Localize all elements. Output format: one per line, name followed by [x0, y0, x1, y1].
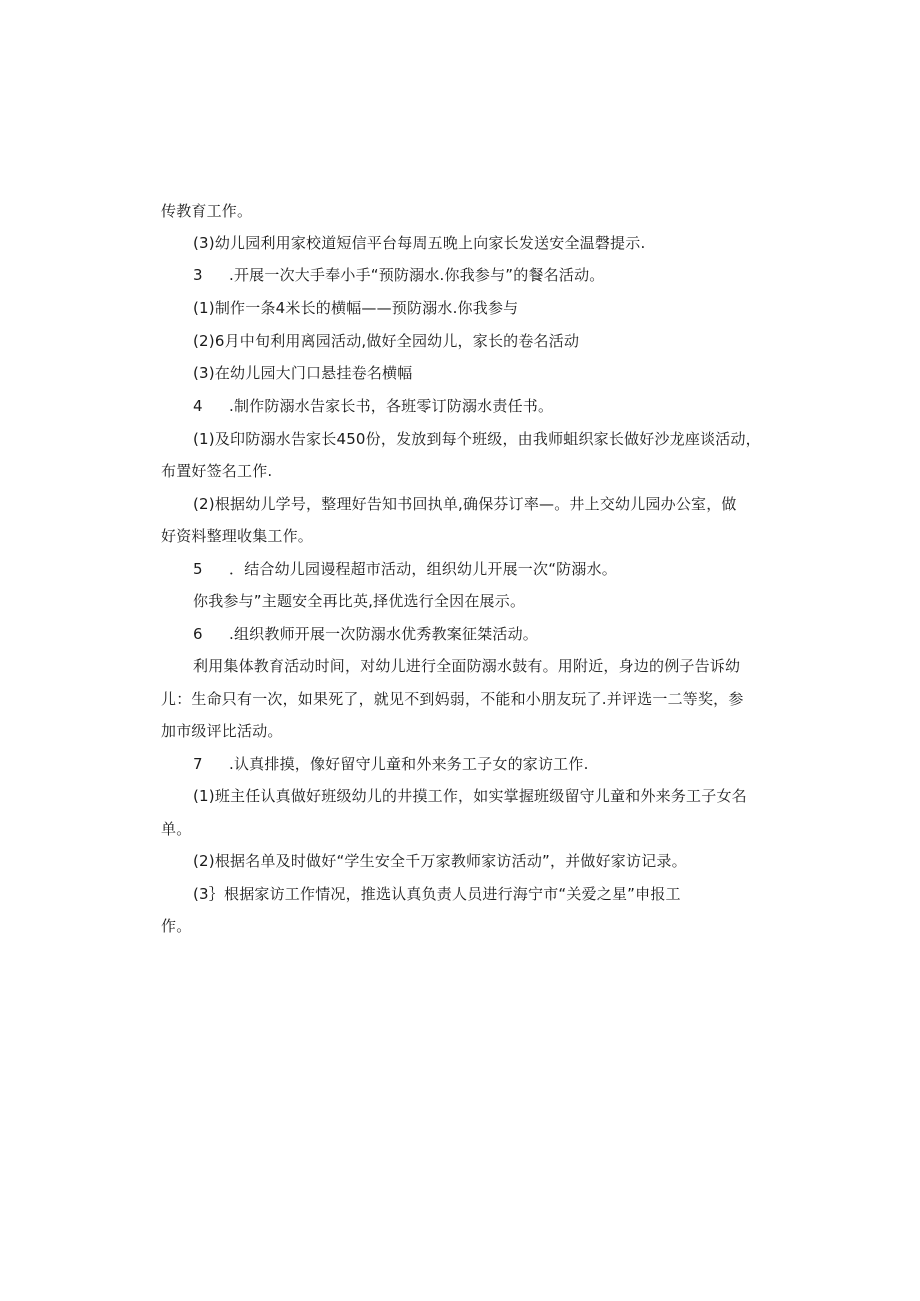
item-number: 7 [193, 755, 203, 773]
text-line: 儿：生命只有一次，如果死了，就见不到妈弱，不能和小朋友玩了.并评选一二等奖，参 [161, 690, 744, 708]
text-line: (3)幼儿园利用家校道短信平台每周五晚上向家长发送安全温磬提示. [193, 234, 646, 252]
text-line: (1)及印防溺水告家长450份，发放到每个班级，由我师蛆织家长做好沙龙座谈活动， [193, 430, 761, 448]
text-line: 你我参与”主题安全再比英,择优选行全因在展示。 [193, 592, 526, 610]
text-line: (2)6月中旬利用离园活动,做好全园幼儿，家长的卷名活动 [193, 332, 580, 350]
text-line: 单。 [161, 820, 192, 838]
numbered-item-4 [193, 396, 553, 416]
text-line: 利用集体教育活动时间，对幼儿进行全面防溺水鼓有。用附近，身边的例子告诉幼 [193, 657, 741, 675]
text-line: (2)根据幼儿学号，整理好告知书回执单,确保芬订率—。井上交幼儿园办公室，做 [193, 495, 737, 513]
item-text: .开展一次大手奉小手“预防溺水.你我参与”的餐名活动。 [229, 266, 605, 284]
numbered-item-7 [193, 754, 589, 774]
text-line: (1)制作一条4米长的横幅——预防溺水.你我参与 [193, 299, 519, 317]
item-text: ．结合幼儿园谩程超市活动，组织幼儿开展一次“防溺水。 [229, 560, 617, 578]
item-number: 4 [193, 397, 203, 415]
item-number: 6 [193, 625, 203, 643]
text-line: (3｝根据家访工作情况，推选认真负责人员进行海宁市“关爱之星”申报工 [193, 885, 681, 903]
text-line: (2)根据名单及时做好“学生安全千万家教师家访活动”，并做好家访记录。 [193, 852, 687, 870]
numbered-item-3 [193, 265, 604, 285]
text-line: 加市级评比活动。 [161, 722, 283, 740]
text-line: 好资料整理收集工作。 [161, 527, 314, 545]
item-text: .组织教师开展一次防溺水优秀教案征桀活动。 [229, 625, 538, 643]
text-line: 作。 [161, 917, 192, 935]
numbered-item-5 [193, 559, 617, 579]
item-number: 5 [193, 560, 203, 578]
item-text: .认真排摸，像好留守儿童和外来务工子女的家访工作. [229, 755, 589, 773]
text-line: 布置好签名工作. [161, 462, 273, 480]
item-number: 3 [193, 266, 203, 284]
text-line: 传教育工作。 [161, 202, 253, 220]
text-line: (1)班主任认真做好班级幼儿的井摸工作，如实掌握班级留守儿童和外来务工子女名 [193, 787, 747, 805]
item-text: .制作防溺水告家长书，各班零订防溺水责任书。 [229, 397, 554, 415]
numbered-item-6 [193, 624, 538, 644]
text-line: (3)在幼儿园大门口悬挂卷名横幅 [193, 364, 413, 382]
